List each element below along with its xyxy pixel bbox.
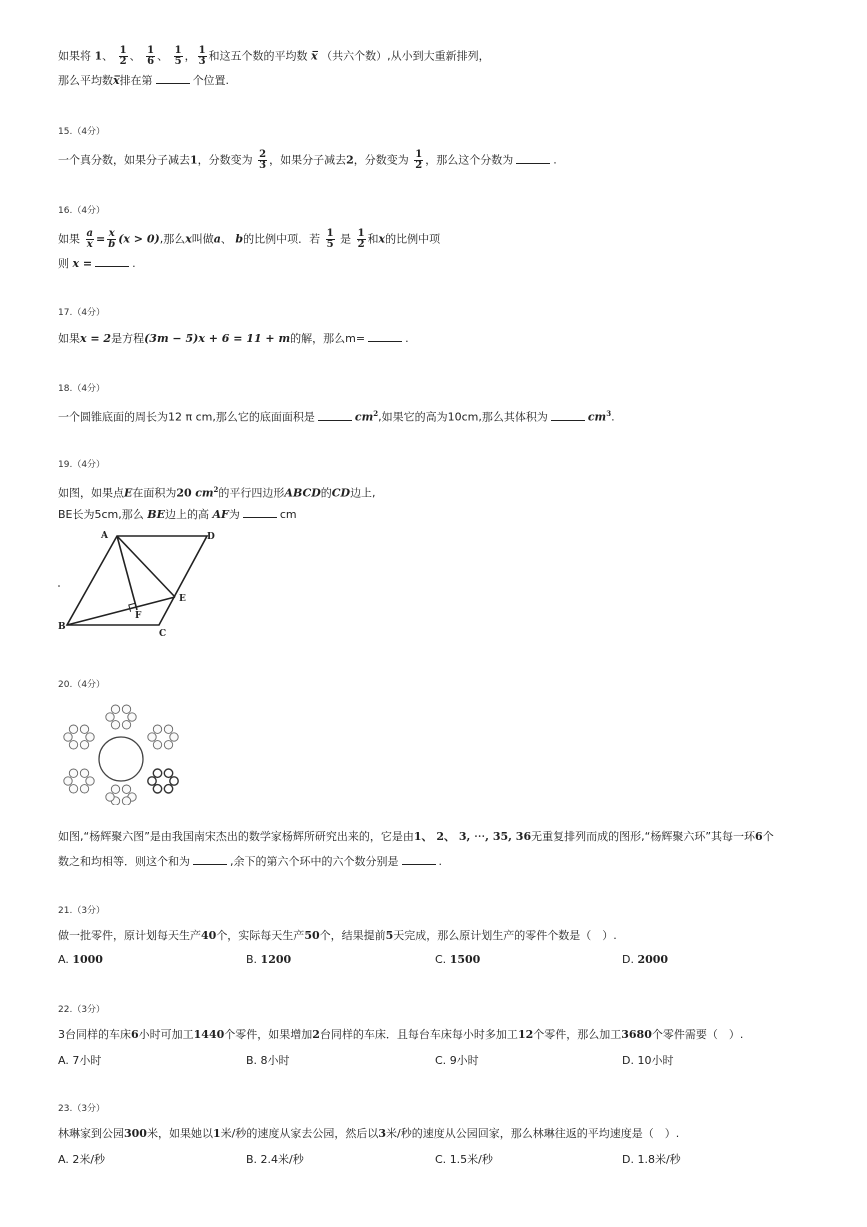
q19-var: BE bbox=[147, 508, 165, 521]
q19-unit-exp: 2 bbox=[213, 485, 219, 494]
q20-sequence: 1、 2、 3, ⋯, 35, 36 bbox=[413, 830, 532, 843]
segment-be bbox=[67, 597, 175, 625]
q16-line2 bbox=[58, 256, 136, 271]
q18-text: ,如果它的高为10cm,那么其体积为 bbox=[378, 410, 548, 424]
ring-cell bbox=[153, 741, 161, 749]
q17-text: 的解，那么m= bbox=[290, 332, 366, 345]
choice-text: 1200 bbox=[260, 953, 292, 966]
q16-var: x bbox=[378, 232, 386, 246]
q19-var: ABCD bbox=[284, 486, 321, 500]
choice-c[interactable] bbox=[435, 1052, 479, 1068]
q19-text: 如图，如果点 bbox=[58, 486, 124, 500]
label-c: C bbox=[159, 629, 167, 639]
ring-cell bbox=[122, 785, 130, 793]
q18-unit-exp: 3 bbox=[606, 409, 612, 418]
q14-frac-4 bbox=[198, 46, 207, 67]
ring-cell bbox=[69, 741, 77, 749]
frac-denominator: b bbox=[108, 239, 116, 250]
q14-text-b: 和这五个数的平均数 bbox=[208, 49, 308, 63]
q21-stem bbox=[58, 929, 617, 943]
q14-line1 bbox=[58, 46, 490, 67]
stray-dot bbox=[58, 585, 60, 587]
frac-denominator: 5 bbox=[326, 239, 334, 250]
q20-stem bbox=[58, 830, 774, 844]
choice-text: 8小时 bbox=[260, 1054, 290, 1067]
answer-blank[interactable] bbox=[516, 153, 550, 164]
ring-cell bbox=[64, 733, 72, 741]
q14-sep: ， bbox=[184, 49, 196, 63]
q21-number: 50 bbox=[304, 929, 320, 942]
frac-denominator: 2 bbox=[119, 56, 127, 67]
q15-number: 1 bbox=[190, 153, 198, 167]
choice-text: 2000 bbox=[637, 953, 669, 966]
parallelogram-figure bbox=[55, 526, 230, 641]
q18-unit-exp: 2 bbox=[373, 409, 379, 418]
choice-d[interactable] bbox=[622, 1052, 673, 1068]
q16-var: x bbox=[185, 232, 192, 246]
q23-number: 3 bbox=[378, 1127, 386, 1140]
ring-cell bbox=[170, 733, 178, 741]
yanghui-six-ring-figure bbox=[55, 697, 190, 805]
q20-number: 6 bbox=[755, 830, 763, 843]
q14-number-one: 1 bbox=[94, 49, 103, 63]
q19-text: 在面积为 bbox=[132, 486, 177, 500]
q16-condition: (x > 0) bbox=[118, 232, 160, 246]
q21-text: 个，实际每天生产 bbox=[216, 929, 305, 942]
q21-number: 40 bbox=[201, 929, 217, 942]
q16-var: a bbox=[213, 232, 221, 246]
frac-numerator: 1 bbox=[198, 45, 206, 56]
answer-blank[interactable] bbox=[402, 854, 436, 865]
q20-text: ,余下的第六个环中的六个数分别是 bbox=[230, 855, 399, 868]
choice-label: D. bbox=[622, 953, 634, 966]
frac-denominator: 3 bbox=[198, 56, 206, 67]
answer-blank[interactable] bbox=[318, 410, 352, 421]
ring-cell bbox=[111, 721, 119, 729]
q23-number: 300 bbox=[124, 1127, 147, 1140]
rings-group bbox=[64, 705, 178, 805]
ring-cell bbox=[80, 769, 88, 777]
q19-text: cm bbox=[279, 508, 297, 521]
choice-label: A. bbox=[58, 1153, 69, 1166]
choice-a[interactable] bbox=[58, 953, 103, 966]
q21-number: 5 bbox=[385, 929, 394, 942]
q16-text: 、 bbox=[220, 232, 232, 246]
q19-unit: cm bbox=[195, 486, 214, 500]
answer-blank[interactable] bbox=[368, 331, 402, 342]
choice-label: A. bbox=[58, 953, 69, 966]
ring-cell bbox=[69, 725, 77, 733]
q17-stem bbox=[58, 331, 409, 346]
q15-text: ，如果分子减去 bbox=[269, 153, 347, 167]
choice-label: C. bbox=[435, 1153, 447, 1166]
choice-a[interactable] bbox=[58, 1151, 105, 1167]
q15-text: ，分数变为 bbox=[197, 153, 253, 167]
q17-text: . bbox=[405, 332, 409, 345]
q15-text: 一个真分数，如果分子减去 bbox=[58, 153, 190, 167]
q14-frac-2 bbox=[146, 46, 155, 67]
choice-b[interactable] bbox=[246, 953, 291, 966]
ring-cell bbox=[69, 785, 77, 793]
question-number: 17.（4分） bbox=[58, 308, 106, 318]
q19-stem bbox=[58, 483, 376, 501]
question-number: 18.（4分） bbox=[58, 384, 106, 394]
ring-cell bbox=[153, 769, 161, 777]
question-number: 21.（3分） bbox=[58, 906, 106, 916]
q23-text: 米/秒的速度从家去公园，然后以 bbox=[220, 1127, 379, 1140]
q20-text: 如图,“杨辉聚六图”是由我国南宋杰出的数学家杨辉所研究出来的，它是由 bbox=[58, 830, 414, 843]
q22-number: 1440 bbox=[193, 1028, 225, 1041]
question-number: 19.（4分） bbox=[58, 460, 106, 470]
q14-frac-1 bbox=[119, 46, 128, 67]
ring-cell bbox=[80, 725, 88, 733]
ring-cell bbox=[80, 741, 88, 749]
q19-text: 边上, bbox=[350, 486, 376, 500]
ring-cell bbox=[86, 777, 94, 785]
label-f: F bbox=[135, 611, 142, 621]
q18-text: . bbox=[611, 410, 615, 424]
choice-text: 2米/秒 bbox=[72, 1153, 106, 1166]
frac-numerator: a bbox=[86, 228, 93, 239]
q19-var: E bbox=[124, 486, 133, 500]
q21-text: 个，结果提前 bbox=[319, 929, 386, 942]
q16-var: b bbox=[235, 232, 244, 246]
answer-blank[interactable] bbox=[243, 507, 277, 518]
q14-text-c: （共六个数）,从小到大重新排列， bbox=[321, 49, 490, 63]
answer-blank[interactable] bbox=[95, 256, 129, 267]
q16-var: x = bbox=[72, 257, 93, 270]
question-number: 23.（3分） bbox=[58, 1104, 106, 1114]
choice-text: 1.8米/秒 bbox=[637, 1153, 681, 1166]
label-e: E bbox=[179, 594, 186, 604]
choice-label: C. bbox=[435, 953, 447, 966]
q20-text: 数之和均相等．则这个和为 bbox=[58, 855, 190, 868]
q22-number: 6 bbox=[131, 1028, 139, 1041]
frac-numerator: x bbox=[108, 228, 115, 239]
q19-text: BE长为5cm,那么 bbox=[58, 508, 144, 521]
q19-text: 为 bbox=[228, 508, 240, 521]
q14-text-a: 如果将 bbox=[58, 49, 91, 63]
choice-label: B. bbox=[246, 953, 258, 966]
frac-denominator: x bbox=[86, 239, 93, 250]
ring-cell bbox=[86, 733, 94, 741]
frac-denominator: 2 bbox=[415, 160, 423, 171]
q23-stem bbox=[58, 1127, 679, 1141]
q23-text: 林琳家到公园 bbox=[58, 1127, 124, 1140]
q23-text: 米，如果她以 bbox=[146, 1127, 213, 1140]
q14-frac-3 bbox=[174, 46, 183, 67]
answer-blank[interactable] bbox=[551, 410, 585, 421]
q20-text: 无重复排列而成的图形,“杨辉聚六环”其每一环 bbox=[531, 830, 756, 843]
q14-sep: 、 bbox=[157, 49, 169, 63]
q15-number: 2 bbox=[346, 153, 354, 167]
ring-cell bbox=[122, 797, 130, 805]
frac-denominator: 5 bbox=[174, 56, 182, 67]
q16-text: 叫做 bbox=[191, 232, 214, 246]
answer-blank[interactable] bbox=[193, 854, 227, 865]
choice-label: B. bbox=[246, 1054, 258, 1067]
frac-denominator: 2 bbox=[357, 239, 365, 250]
choice-label: B. bbox=[246, 1153, 258, 1166]
q14-xbar: x̅ bbox=[113, 74, 120, 87]
ring-cell bbox=[148, 777, 156, 785]
choice-label: D. bbox=[622, 1054, 634, 1067]
ring-cell bbox=[106, 793, 114, 801]
choice-text: 1500 bbox=[449, 953, 481, 966]
ring-cell bbox=[164, 741, 172, 749]
ring-cell bbox=[164, 769, 172, 777]
ring-cell bbox=[153, 785, 161, 793]
q16-frac-3 bbox=[326, 229, 335, 250]
q18-unit: cm bbox=[587, 410, 607, 424]
answer-blank[interactable] bbox=[156, 73, 190, 84]
q20-text: . bbox=[438, 855, 442, 868]
choice-label: D. bbox=[622, 1153, 634, 1166]
frac-numerator: 1 bbox=[415, 149, 423, 160]
choice-text: 10小时 bbox=[637, 1054, 674, 1067]
q16-frac-ax bbox=[86, 229, 94, 250]
q15-stem bbox=[58, 150, 557, 171]
ring-cell bbox=[164, 785, 172, 793]
q14-text-f: 个位置. bbox=[192, 74, 230, 87]
label-b: B bbox=[58, 622, 66, 632]
q14-line2 bbox=[58, 73, 229, 88]
q16-text: 和 bbox=[367, 232, 379, 246]
choice-text: 1000 bbox=[72, 953, 103, 966]
choice-a[interactable] bbox=[58, 1052, 101, 1068]
q16-frac-xb bbox=[107, 229, 116, 250]
ring-cell bbox=[153, 725, 161, 733]
q16-text: 是 bbox=[340, 232, 352, 246]
choice-c[interactable] bbox=[435, 953, 480, 966]
frac-denominator: 6 bbox=[147, 56, 155, 67]
q19-number: 20 bbox=[176, 486, 192, 500]
choice-d[interactable] bbox=[622, 953, 668, 966]
q22-number: 3680 bbox=[621, 1028, 652, 1041]
q23-text: 米/秒的速度从公园回家，那么林琳往返的平均速度是（ ）. bbox=[386, 1127, 680, 1140]
choice-b[interactable] bbox=[246, 1052, 290, 1068]
q19-text: 的平行四边形 bbox=[218, 486, 285, 500]
q16-text: 如果 bbox=[58, 232, 80, 246]
central-circle bbox=[99, 737, 143, 781]
q22-text: 台同样的车床．且每台车床每小时多加工 bbox=[319, 1028, 518, 1041]
q22-stem bbox=[58, 1028, 743, 1042]
q17-text: 如果 bbox=[58, 332, 80, 345]
ring-cell bbox=[111, 785, 119, 793]
q22-text: 小时可加工 bbox=[138, 1028, 194, 1041]
ring-cell bbox=[148, 733, 156, 741]
q20-line2 bbox=[58, 854, 442, 869]
q19-text: 边上的高 bbox=[164, 508, 209, 521]
q22-text: 个零件需要（ ）. bbox=[651, 1028, 744, 1041]
choice-text: 9小时 bbox=[449, 1054, 479, 1067]
ring-cell bbox=[106, 713, 114, 721]
ring-cell bbox=[64, 777, 72, 785]
q14-xbar: x̅ bbox=[311, 49, 318, 63]
q18-stem bbox=[58, 407, 615, 425]
frac-numerator: 1 bbox=[357, 228, 365, 239]
choice-text: 2.4米/秒 bbox=[260, 1153, 304, 1166]
ring-cell bbox=[164, 725, 172, 733]
q14-text-e: 排在第 bbox=[119, 74, 153, 87]
q14-sep: 、 bbox=[102, 49, 114, 63]
choice-label: C. bbox=[435, 1054, 447, 1067]
frac-numerator: 2 bbox=[259, 149, 267, 160]
choice-label: A. bbox=[58, 1054, 69, 1067]
q18-unit: cm bbox=[354, 410, 374, 424]
q22-text: 个零件，如果增加 bbox=[224, 1028, 313, 1041]
q17-math: x = 2 bbox=[80, 332, 112, 345]
q15-text: ，那么这个分数为 bbox=[425, 153, 514, 167]
ring-cell bbox=[122, 721, 130, 729]
choice-d[interactable] bbox=[622, 1151, 681, 1167]
q15-frac-1 bbox=[258, 150, 267, 171]
q22-number: 12 bbox=[517, 1028, 534, 1041]
q16-text: 的比例中项．若 bbox=[243, 232, 321, 246]
choice-text: 7小时 bbox=[72, 1054, 102, 1067]
q20-text: 个 bbox=[762, 830, 774, 843]
frac-numerator: 1 bbox=[119, 45, 127, 56]
frac-denominator: 3 bbox=[259, 160, 267, 171]
frac-numerator: 1 bbox=[326, 228, 334, 239]
q16-text: . bbox=[132, 257, 136, 270]
q19-line2 bbox=[58, 507, 297, 522]
question-number: 20.（4分） bbox=[58, 680, 106, 690]
q15-text: . bbox=[553, 153, 557, 167]
label-a: A bbox=[101, 531, 108, 541]
q21-text: 天完成，那么原计划生产的零件个数是（ ）. bbox=[393, 929, 617, 942]
question-number: 22.（3分） bbox=[58, 1005, 106, 1015]
q21-text: 做一批零件，原计划每天生产 bbox=[58, 929, 201, 942]
q14-text-d: 那么平均数 bbox=[58, 74, 113, 87]
q16-text: ,那么 bbox=[159, 232, 186, 246]
choice-b[interactable] bbox=[246, 1151, 304, 1167]
q16-stem bbox=[58, 229, 440, 250]
ring-cell bbox=[122, 705, 130, 713]
frac-numerator: 1 bbox=[174, 45, 182, 56]
q22-text: 个零件，那么加工 bbox=[533, 1028, 622, 1041]
ring-cell bbox=[111, 705, 119, 713]
q19-text: 的 bbox=[320, 486, 332, 500]
frac-numerator: 1 bbox=[147, 45, 155, 56]
q22-number: 2 bbox=[312, 1028, 320, 1041]
q16-frac-4 bbox=[357, 229, 366, 250]
q19-var: CD bbox=[331, 486, 351, 500]
q16-equals: = bbox=[95, 232, 106, 246]
q15-frac-2 bbox=[414, 150, 423, 171]
q19-var: AF bbox=[212, 508, 229, 521]
label-d: D bbox=[207, 532, 215, 542]
q17-text: 是方程 bbox=[111, 332, 145, 345]
ring-cell bbox=[80, 785, 88, 793]
q17-equation: (3m − 5)x + 6 = 11 + m bbox=[144, 332, 291, 345]
ring-cell bbox=[170, 777, 178, 785]
question-number: 15.（4分） bbox=[58, 127, 106, 137]
choice-c[interactable] bbox=[435, 1151, 493, 1167]
q16-text: 则 bbox=[58, 257, 69, 270]
q22-text: 3台同样的车床 bbox=[58, 1028, 131, 1041]
ring-cell bbox=[128, 713, 136, 721]
question-number: 16.（4分） bbox=[58, 206, 106, 216]
q15-text: ，分数变为 bbox=[353, 153, 409, 167]
ring-cell bbox=[69, 769, 77, 777]
q23-number: 1 bbox=[212, 1127, 221, 1140]
q14-sep: 、 bbox=[129, 49, 141, 63]
q18-text: 一个圆锥底面的周长为12 π cm,那么它的底面面积是 bbox=[58, 410, 315, 424]
choice-text: 1.5米/秒 bbox=[449, 1153, 493, 1166]
q16-text: 的比例中项 bbox=[385, 232, 441, 246]
